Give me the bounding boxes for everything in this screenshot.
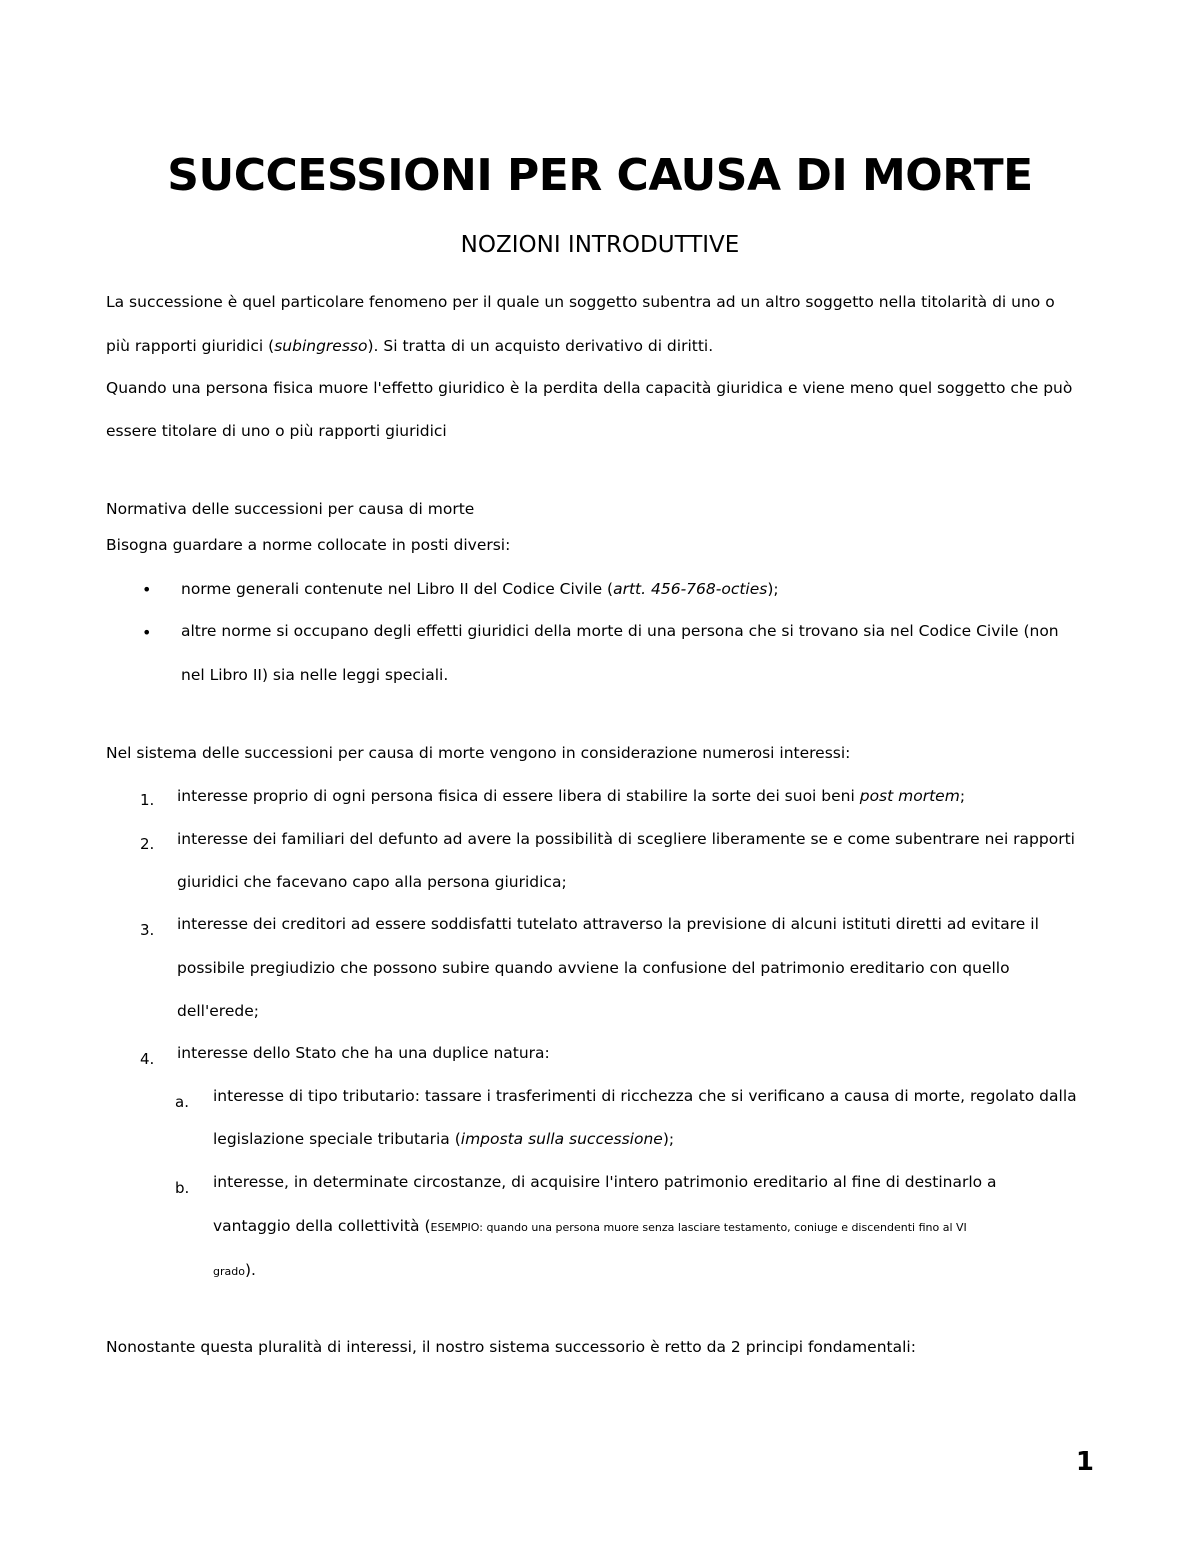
item-text: );: [662, 1130, 675, 1148]
example-text: grado: [213, 1265, 245, 1278]
intro-line-1: La successione è quel particolare fenomeno per il quale un soggetto subentra ad un altro soggetto nella titolarità di uno o: [106, 293, 1055, 311]
interesse-2-line-1: interesse dei familiari del defunto ad avere la possibilità di scegliere liberamente se e come subentrare nei rapporti: [177, 830, 1075, 848]
interesse-4b-line-3: [213, 1260, 256, 1282]
interesse-4b-line-2: [213, 1216, 967, 1238]
intro-emphasis: subingresso: [274, 337, 368, 355]
normativa-bullet-1: [181, 579, 779, 599]
page-title: SUCCESSIONI PER CAUSA DI MORTE: [167, 150, 1033, 201]
normativa-heading: Normativa delle successioni per causa di morte: [106, 500, 475, 518]
intro-line-2: [106, 336, 713, 356]
normativa-bullet-2-line-2: nel Libro II) sia nelle leggi speciali.: [181, 666, 449, 684]
interesse-1: [177, 786, 965, 806]
interesse-3-line-3: dell'erede;: [177, 1002, 259, 1020]
intro-line-4: essere titolare di uno o più rapporti giuridici: [106, 422, 447, 440]
list-number: 3.: [140, 921, 155, 939]
item-emphasis: post mortem: [859, 787, 960, 805]
example-text: ESEMPIO: quando una persona muore senza lasciare testamento, coniuge e discendenti fino al VI: [430, 1221, 967, 1234]
intro-text: ). Si tratta di un acquisto derivativo di diritti.: [367, 337, 714, 355]
normativa-lead: Bisogna guardare a norme collocate in posti diversi:: [106, 536, 511, 554]
list-number: 2.: [140, 835, 155, 853]
interesse-4: interesse dello Stato che ha una duplice natura:: [177, 1044, 550, 1062]
list-letter: b.: [175, 1179, 190, 1197]
item-text: vantaggio della collettività (: [213, 1217, 431, 1235]
bullet-text: );: [767, 580, 779, 598]
bullet-text: norme generali contenute nel Libro II del Codice Civile (: [181, 580, 614, 598]
list-number: 4.: [140, 1050, 155, 1068]
item-text: ;: [959, 787, 966, 805]
page-number: 1: [1075, 1447, 1094, 1477]
interesse-4a-line-2: [213, 1129, 674, 1149]
item-text: ).: [244, 1261, 256, 1279]
intro-text: più rapporti giuridici (: [106, 337, 275, 355]
bullet-marker: •: [142, 580, 152, 599]
item-emphasis: imposta sulla successione: [460, 1130, 663, 1148]
item-text: legislazione speciale tributaria (: [213, 1130, 461, 1148]
bullet-marker: •: [142, 623, 152, 642]
bullet-emphasis: artt. 456-768-octies: [613, 580, 768, 598]
intro-line-3: Quando una persona fisica muore l'effetto giuridico è la perdita della capacità giuridica e viene meno quel soggetto che può: [106, 379, 1073, 397]
list-number: 1.: [140, 791, 155, 809]
item-text: interesse proprio di ogni persona fisica di essere libera di stabilire la sorte dei suoi beni: [177, 787, 860, 805]
page-subtitle: NOZIONI INTRODUTTIVE: [460, 232, 740, 258]
interessi-heading: Nel sistema delle successioni per causa di morte vengono in considerazione numerosi interessi:: [106, 744, 851, 762]
interesse-3-line-1: interesse dei creditori ad essere soddisfatti tutelato attraverso la previsione di alcuni istituti diretti ad evitare il: [177, 915, 1039, 933]
interesse-4a-line-1: interesse di tipo tributario: tassare i trasferimenti di ricchezza che si verificano a causa di morte, regolato dalla: [213, 1087, 1077, 1105]
interesse-2-line-2: giuridici che facevano capo alla persona giuridica;: [177, 873, 567, 891]
interesse-4b-line-1: interesse, in determinate circostanze, di acquisire l'intero patrimonio ereditario al fine di destinarlo a: [213, 1173, 997, 1191]
list-letter: a.: [175, 1093, 189, 1111]
interesse-3-line-2: possibile pregiudizio che possono subire quando avviene la confusione del patrimonio ereditario con quello: [177, 959, 1010, 977]
conclusion: Nonostante questa pluralità di interessi, il nostro sistema successorio è retto da 2 principi fondamentali:: [106, 1338, 916, 1356]
normativa-bullet-2-line-1: altre norme si occupano degli effetti giuridici della morte di una persona che si trovano sia nel Codice Civile (non: [181, 622, 1059, 640]
